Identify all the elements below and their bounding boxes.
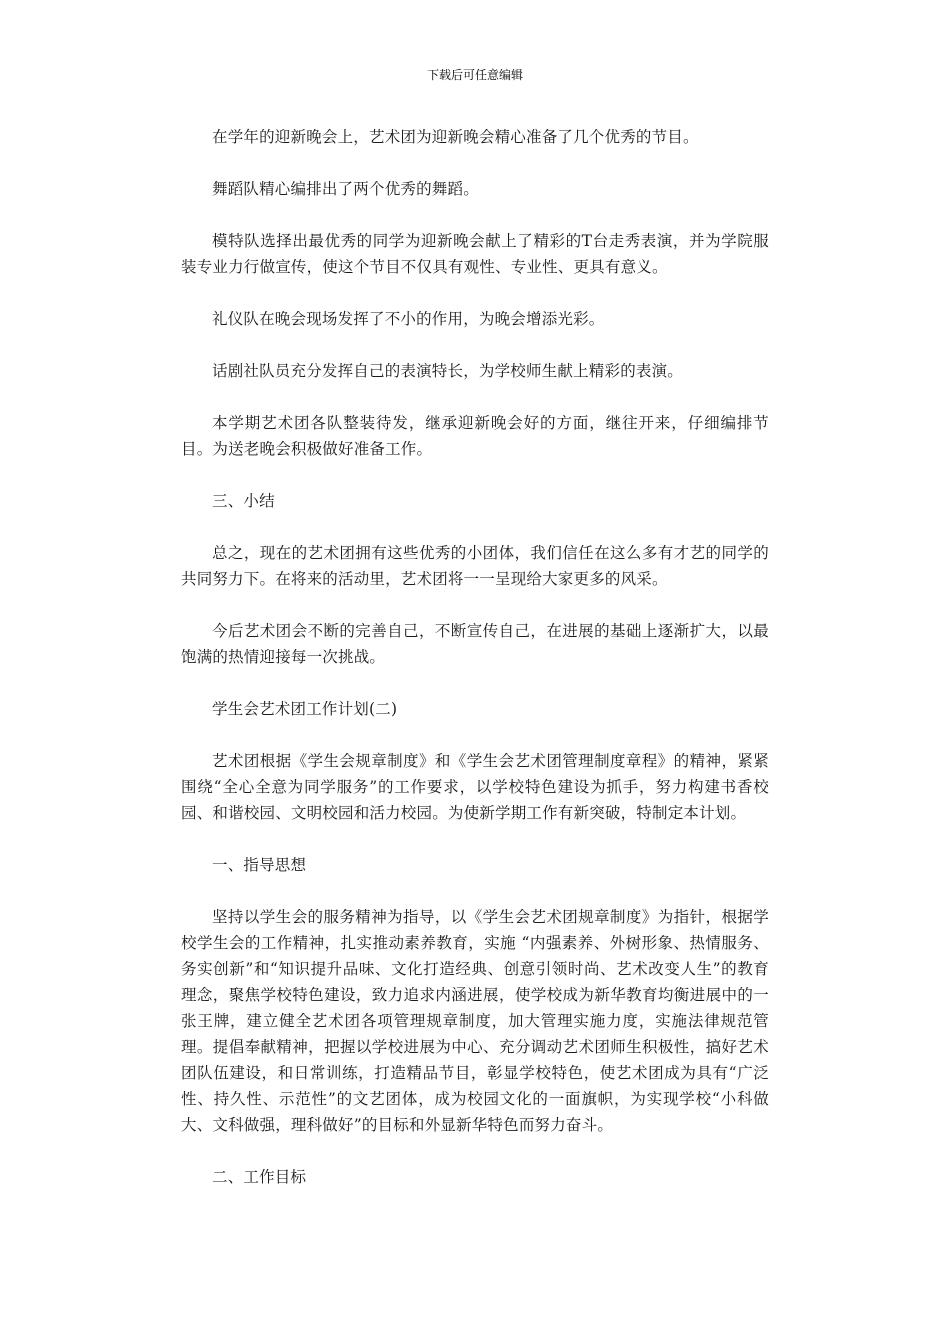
paragraph-dance-team: 舞蹈队精心编排出了两个优秀的舞蹈。 [212,180,479,198]
paragraph-semester-prep: 本学期艺术团各队整装待发，继承迎新晚会好的方面，继往开来，仔细编排节目。为送老晚会积极做好准备工作。 [181,414,769,458]
paragraph-model-team: 模特队选择出最优秀的同学为迎新晚会献上了精彩的T台走秀表演，并为学院服装专业力行做宣传，使这个节目不仅具有观性、专业性、更具有意义。 [181,232,769,276]
paragraph-welcome-party: 在学年的迎新晚会上，艺术团为迎新晚会精心准备了几个优秀的节目。 [212,128,699,146]
paragraph-drama-club: 话剧社队员充分发挥自己的表演特长，为学校师生献上精彩的表演。 [212,362,684,380]
document-body [181,124,769,1216]
paragraph-etiquette-team: 礼仪队在晚会现场发挥了不小的作用，为晚会增添光彩。 [212,310,605,328]
plan-title: 学生会艺术团工作计划(二) [212,700,398,718]
section-heading-work-goals: 二、工作目标 [212,1168,307,1186]
section-heading-summary: 三、小结 [212,492,275,510]
page-header: 下载后可任意编辑 [426,68,523,82]
section-heading-guiding-ideology: 一、指导思想 [212,856,307,874]
paragraph-guiding-ideology: 坚持以学生会的服务精神为指导，以《学生会艺术团规章制度》为指针，根据学校学生会的工作精神，扎实推动素养教育，实施 “内强素养、外树形象、热情服务、务实创新”和“知识提升品味、文化打造经典、创意引领时尚、艺术改变人生”的教育理念，聚焦学校特色建设，致力追求内涵进展，使学校成为新华教育均衡进展中的一张王牌，建立健全艺术团各项管理规章制度，加大管理实施力度，实施法律规范管理。提倡奉献精神，把握以学校进展为中心、充分调动艺术团师生积极性，搞好艺术团队伍建设，和日常训练，打造精品节目，彰显学校特色，使艺术团成为具有“广泛性、持久性、示范性”的文艺团体，成为校园文化的一面旗帜，为实现学校“小科做大、文科做强，理科做好”的目标和外显新华特色而努力奋斗。 [181,908,769,1134]
paragraph-plan-intro: 艺术团根据《学生会规章制度》和《学生会艺术团管理制度章程》的精神，紧紧围绕“全心全意为同学服务”的工作要求，以学校特色建设为抓手，努力构建书香校园、和谐校园、文明校园和活力校园。为使新学期工作有新突破，特制定本计划。 [181,752,769,822]
paragraph-summary: 总之，现在的艺术团拥有这些优秀的小团体，我们信任在这么多有才艺的同学的共同努力下。在将来的活动里，艺术团将一一呈现给大家更多的风采。 [181,544,769,588]
paragraph-future: 今后艺术团会不断的完善自己，不断宣传自己，在进展的基础上逐渐扩大，以最饱满的热情迎接每一次挑战。 [181,622,769,666]
